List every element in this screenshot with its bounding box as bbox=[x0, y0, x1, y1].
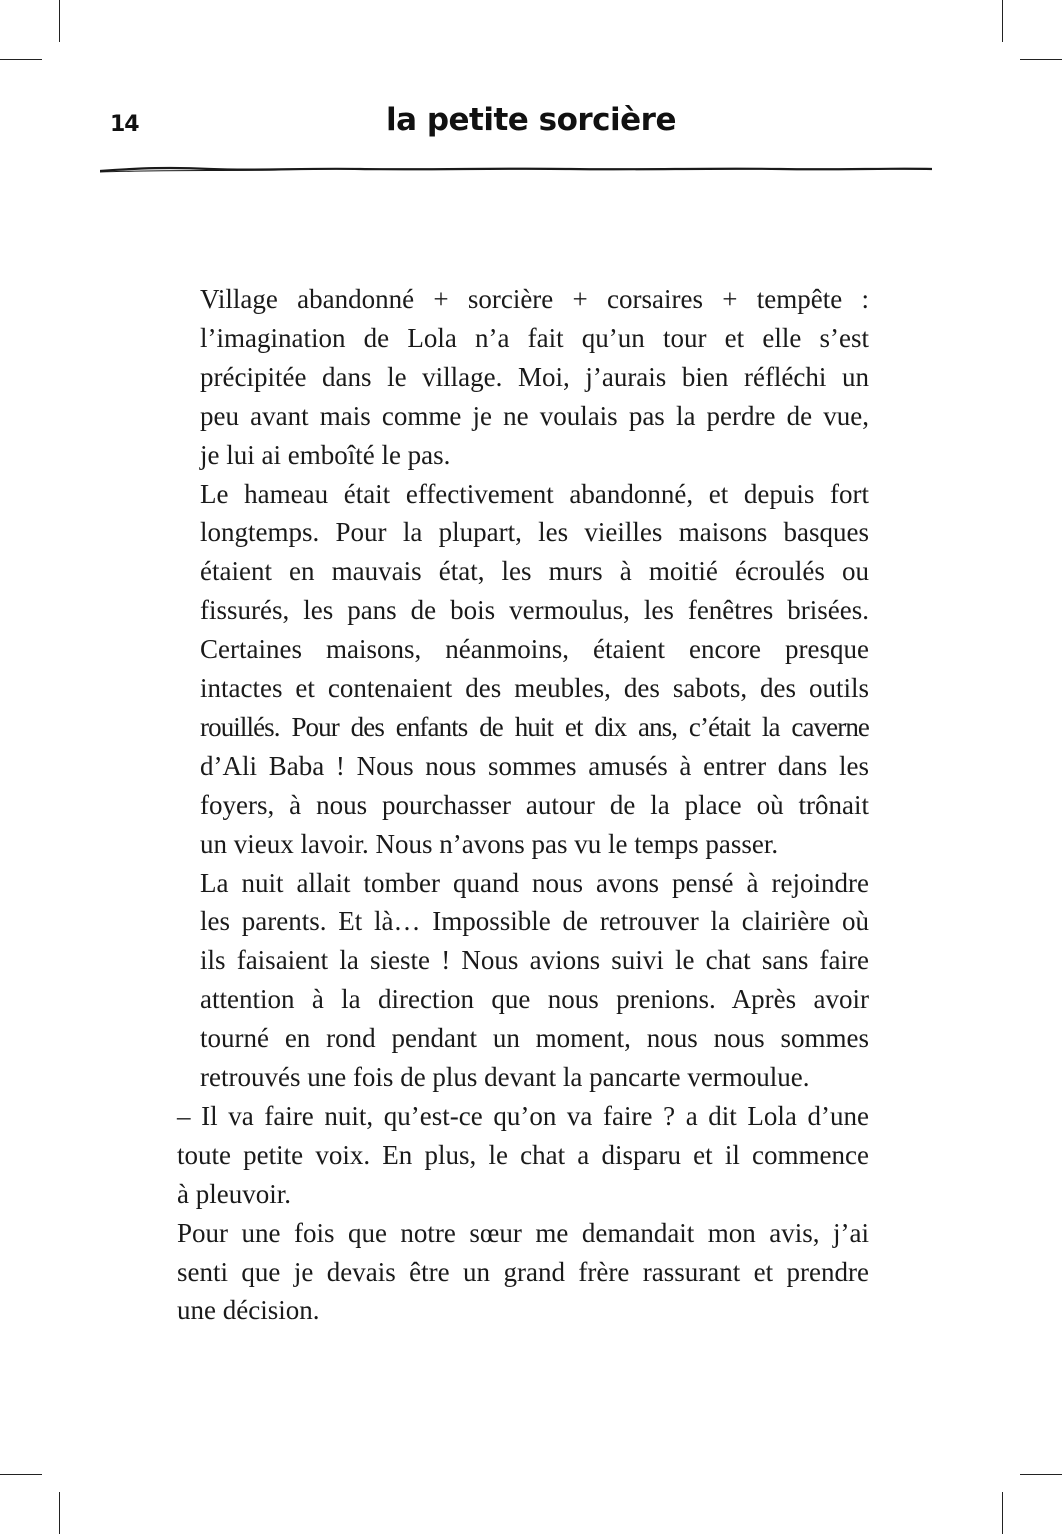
text-line: Certaines maisons, néanmoins, étaient encore presque bbox=[200, 634, 869, 665]
crop-mark-bottom-right-vertical bbox=[1002, 1492, 1003, 1534]
text-line: attention à la direction que nous prenions. Après avoir bbox=[200, 984, 869, 1015]
header-rule bbox=[100, 162, 932, 176]
text-line: l’imagination de Lola n’a fait qu’un tour et elle s’est bbox=[200, 322, 869, 353]
text-line: précipitée dans le village. Moi, j’aurais bien réfléchi un bbox=[200, 361, 869, 392]
crop-mark-top-left-vertical bbox=[59, 0, 60, 42]
text-line: étaient en mauvais état, les murs à moitié écroulés ou bbox=[200, 556, 869, 587]
text-line: un vieux lavoir. Nous n’avons pas vu le temps passer. bbox=[200, 828, 779, 859]
crop-mark-top-right-horizontal bbox=[1020, 59, 1062, 60]
text-line: longtemps. Pour la plupart, les vieilles maisons basques bbox=[200, 517, 869, 548]
running-title: la petite sorcière bbox=[385, 102, 676, 138]
text-line: à pleuvoir. bbox=[177, 1178, 291, 1209]
text-line: Village abandonné + sorcière + corsaires + tempête : bbox=[200, 284, 869, 314]
text-line: fissurés, les pans de bois vermoulus, les fenêtres brisées. bbox=[200, 595, 869, 626]
text-line: senti que je devais être un grand frère rassurant et prendre bbox=[177, 1256, 869, 1287]
text-line: les parents. Et là… Impossible de retrouver la clairière où bbox=[200, 906, 869, 937]
text-line: Pour une fois que notre sœur me demandait mon avis, j’ai bbox=[177, 1217, 869, 1248]
text-line: Le hameau était effectivement abandonné, et depuis fort bbox=[200, 478, 869, 509]
crop-mark-top-left-horizontal bbox=[0, 59, 42, 60]
text-line: une décision. bbox=[177, 1295, 320, 1326]
text-line: toute petite voix. En plus, le chat a disparu et il commence bbox=[177, 1139, 869, 1170]
crop-mark-bottom-left-horizontal bbox=[0, 1474, 42, 1475]
text-line: peu avant mais comme je ne voulais pas la perdre de vue, bbox=[200, 400, 869, 431]
text-line: La nuit allait tomber quand nous avons pensé à rejoindre bbox=[200, 867, 869, 898]
text-line: retrouvés une fois de plus devant la pancarte vermoulue. bbox=[200, 1062, 810, 1092]
text-line: ils faisaient la sieste ! Nous avions suivi le chat sans faire bbox=[200, 945, 869, 976]
crop-mark-bottom-left-vertical bbox=[59, 1492, 60, 1534]
text-line: rouillés. Pour des enfants de huit et dix ans, c’était la caverne bbox=[200, 711, 869, 742]
page-number: 14 bbox=[110, 112, 139, 137]
crop-mark-bottom-right-horizontal bbox=[1020, 1474, 1062, 1475]
text-line: – Il va faire nuit, qu’est-ce qu’on va faire ? a dit Lola d’une bbox=[177, 1100, 869, 1131]
text-line: je lui ai emboîté le pas. bbox=[200, 439, 451, 470]
crop-mark-top-right-vertical bbox=[1002, 0, 1003, 42]
text-line: tourné en rond pendant un moment, nous nous sommes bbox=[200, 1023, 869, 1054]
text-line: intactes et contenaient des meubles, des sabots, des outils bbox=[200, 673, 869, 703]
text-line: foyers, à nous pourchasser autour de la place où trônait bbox=[200, 789, 869, 820]
text-line: d’Ali Baba ! Nous nous sommes amusés à entrer dans les bbox=[200, 750, 869, 781]
